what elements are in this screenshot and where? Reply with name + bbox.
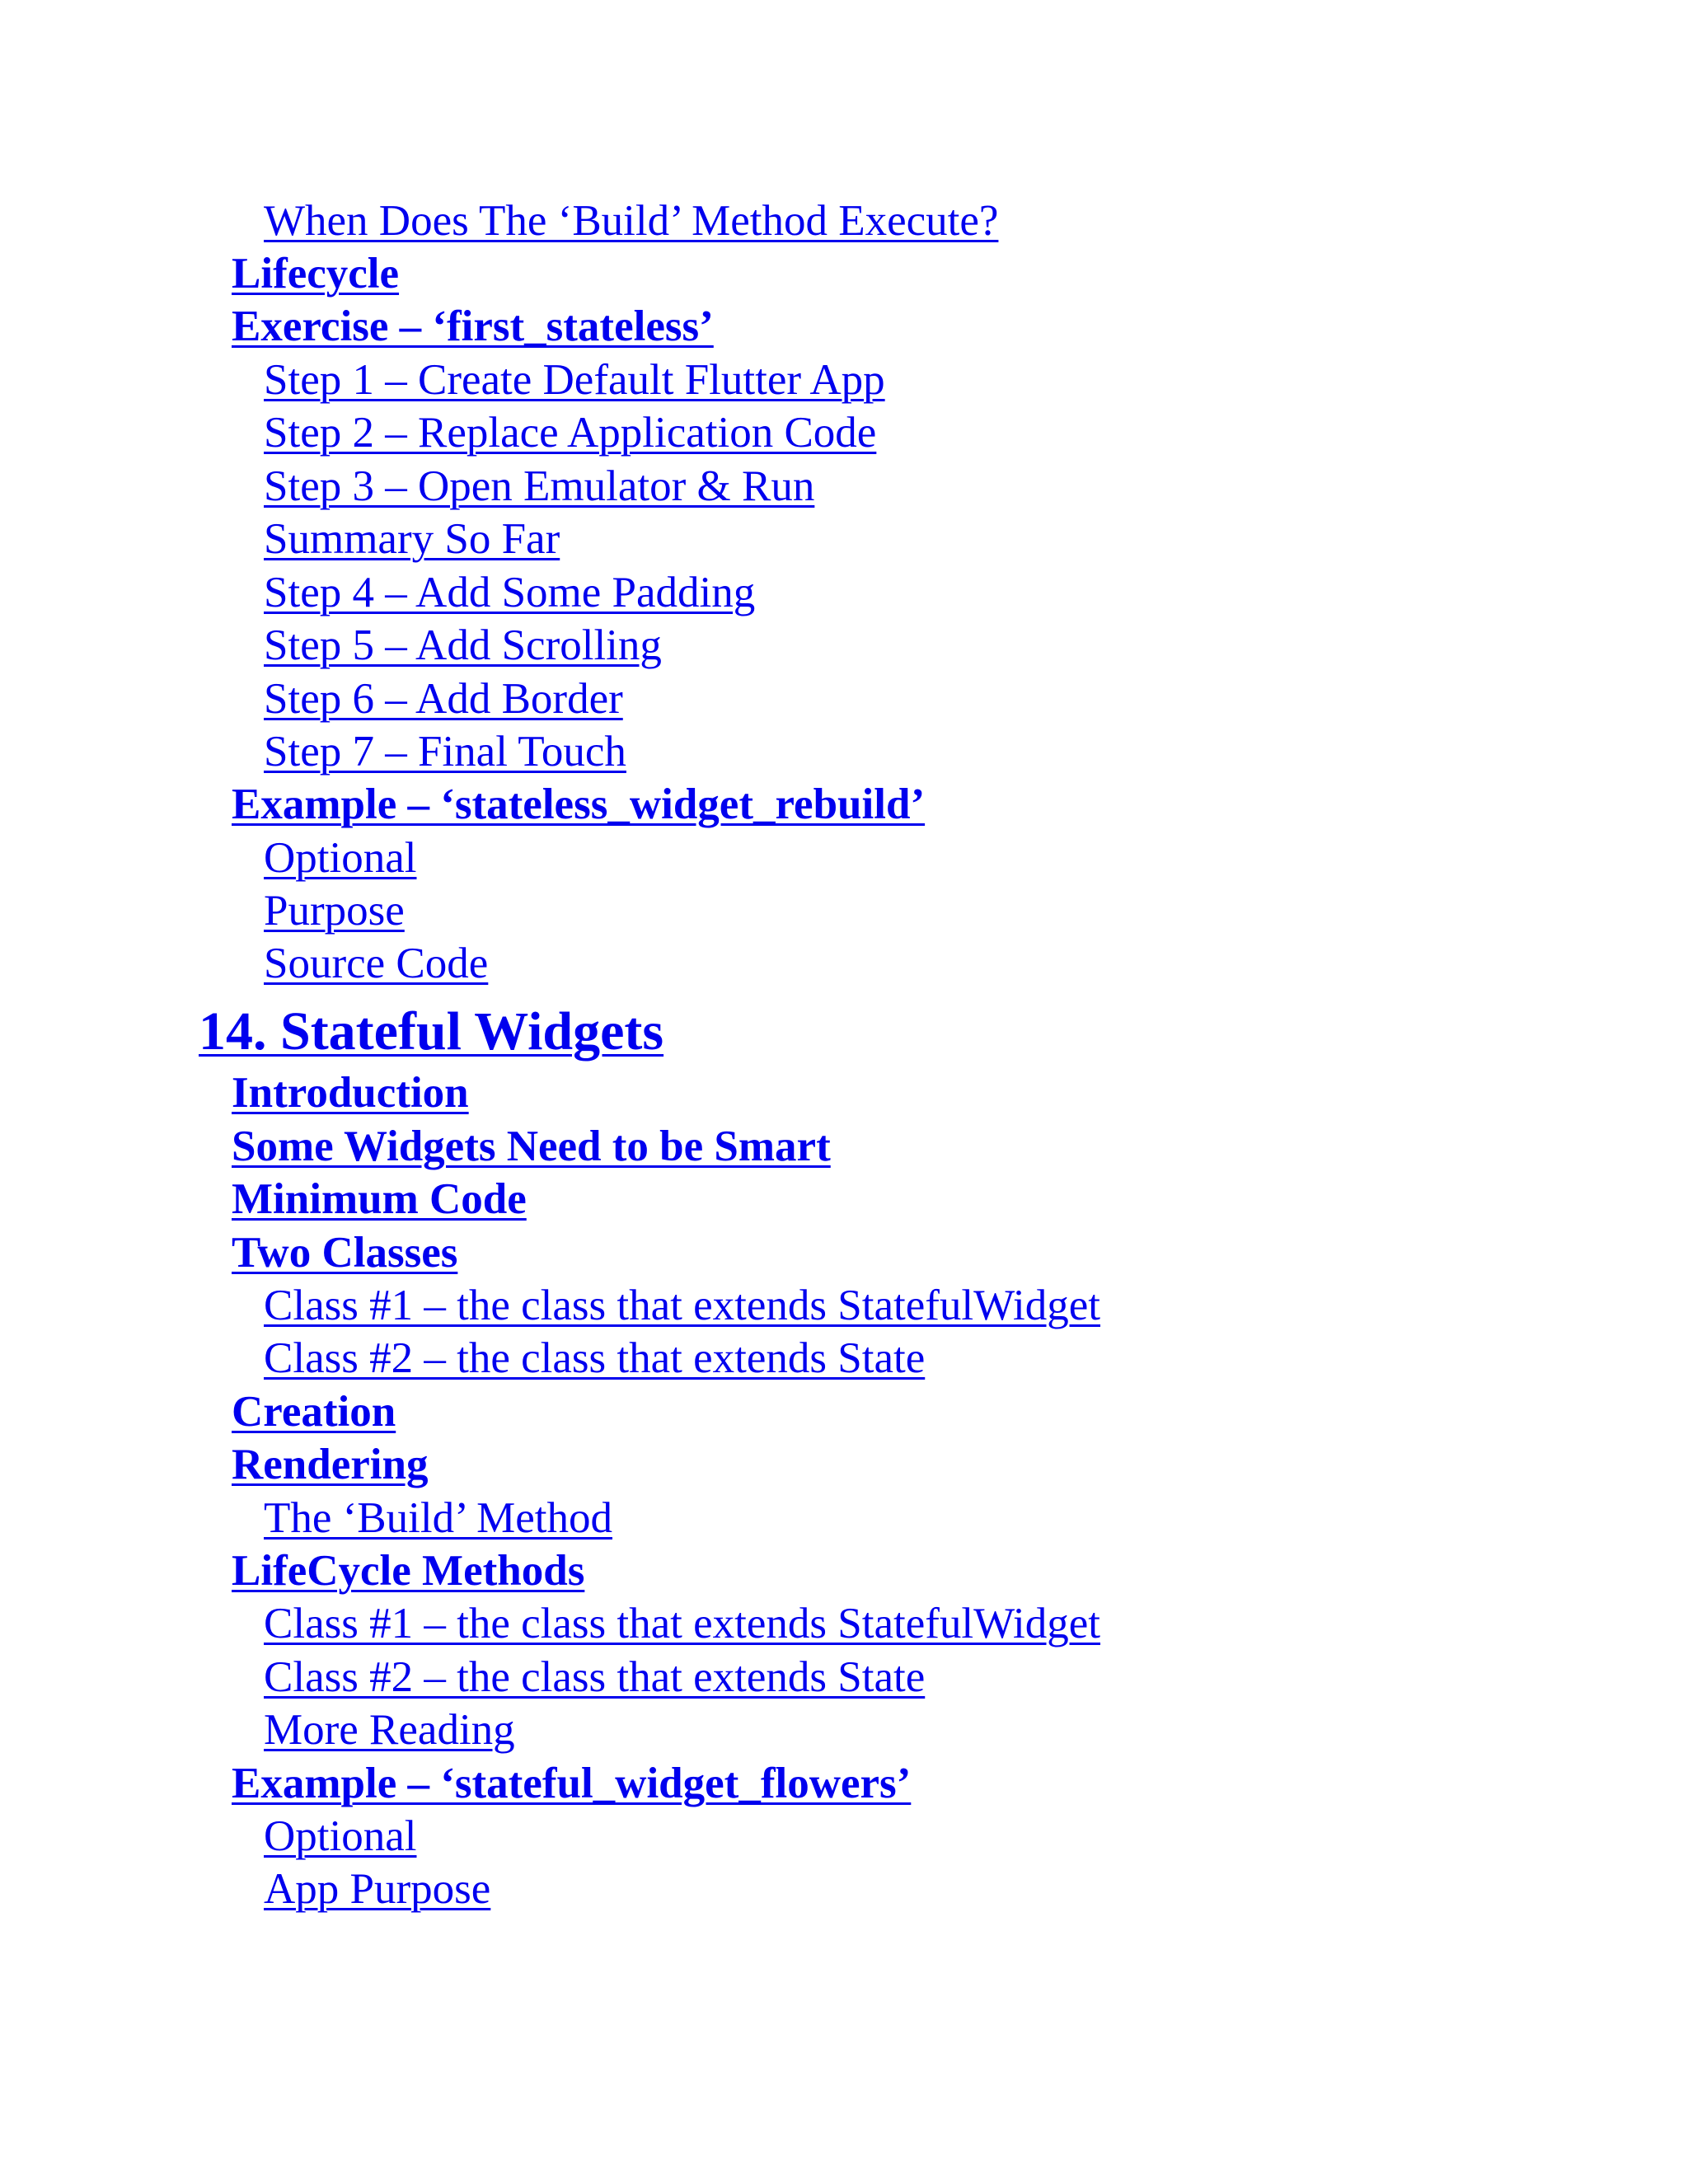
toc-entry[interactable]: Minimum Code xyxy=(232,1175,527,1223)
toc-entry[interactable]: The ‘Build’ Method xyxy=(264,1494,612,1542)
toc-entry[interactable]: Lifecycle xyxy=(232,250,400,298)
toc-entry[interactable]: Step 7 – Final Touch xyxy=(264,728,626,776)
toc-entry[interactable]: When Does The ‘Build’ Method Execute? xyxy=(264,197,999,245)
toc-entry[interactable]: Class #1 – the class that extends StatefulWidget xyxy=(264,1600,1100,1647)
toc-entry[interactable]: Introduction xyxy=(232,1069,469,1117)
toc-entry[interactable]: Example – ‘stateless_widget_rebuild’ xyxy=(232,780,926,828)
toc-entry[interactable]: Creation xyxy=(232,1388,396,1436)
toc-entry[interactable]: Step 1 – Create Default Flutter App xyxy=(264,356,885,404)
toc-entry[interactable]: More Reading xyxy=(264,1706,515,1754)
toc-entry[interactable]: Exercise – ‘first_stateless’ xyxy=(232,302,714,350)
toc-entry[interactable]: Step 5 – Add Scrolling xyxy=(264,621,662,669)
toc-entry[interactable]: App Purpose xyxy=(264,1865,491,1913)
toc-entry[interactable]: Optional xyxy=(264,1812,417,1860)
toc-entry[interactable]: Some Widgets Need to be Smart xyxy=(232,1122,831,1170)
toc-entry[interactable]: LifeCycle Methods xyxy=(232,1547,585,1595)
toc-entry[interactable]: Step 6 – Add Border xyxy=(264,675,623,723)
toc-entry[interactable]: Step 4 – Add Some Padding xyxy=(264,569,756,616)
toc-entry[interactable]: Purpose xyxy=(264,887,405,935)
toc-entry[interactable]: Step 2 – Replace Application Code xyxy=(264,409,877,457)
toc-entry[interactable]: Class #2 – the class that extends State xyxy=(264,1653,926,1701)
toc-entry[interactable]: Rendering xyxy=(232,1441,429,1488)
toc-entry[interactable]: Class #2 – the class that extends State xyxy=(264,1334,926,1382)
toc-entry[interactable]: Optional xyxy=(264,834,417,882)
toc-entry[interactable]: Two Classes xyxy=(232,1229,458,1277)
toc-entry[interactable]: Example – ‘stateful_widget_flowers’ xyxy=(232,1760,912,1807)
toc-entry[interactable]: Step 3 – Open Emulator & Run xyxy=(264,462,815,510)
toc-entry[interactable]: Source Code xyxy=(264,940,489,987)
toc-chapter-heading[interactable]: 14. Stateful Widgets xyxy=(199,1001,664,1062)
toc-entry[interactable]: Class #1 – the class that extends StatefulWidget xyxy=(264,1282,1100,1329)
toc-entry[interactable]: Summary So Far xyxy=(264,515,560,563)
